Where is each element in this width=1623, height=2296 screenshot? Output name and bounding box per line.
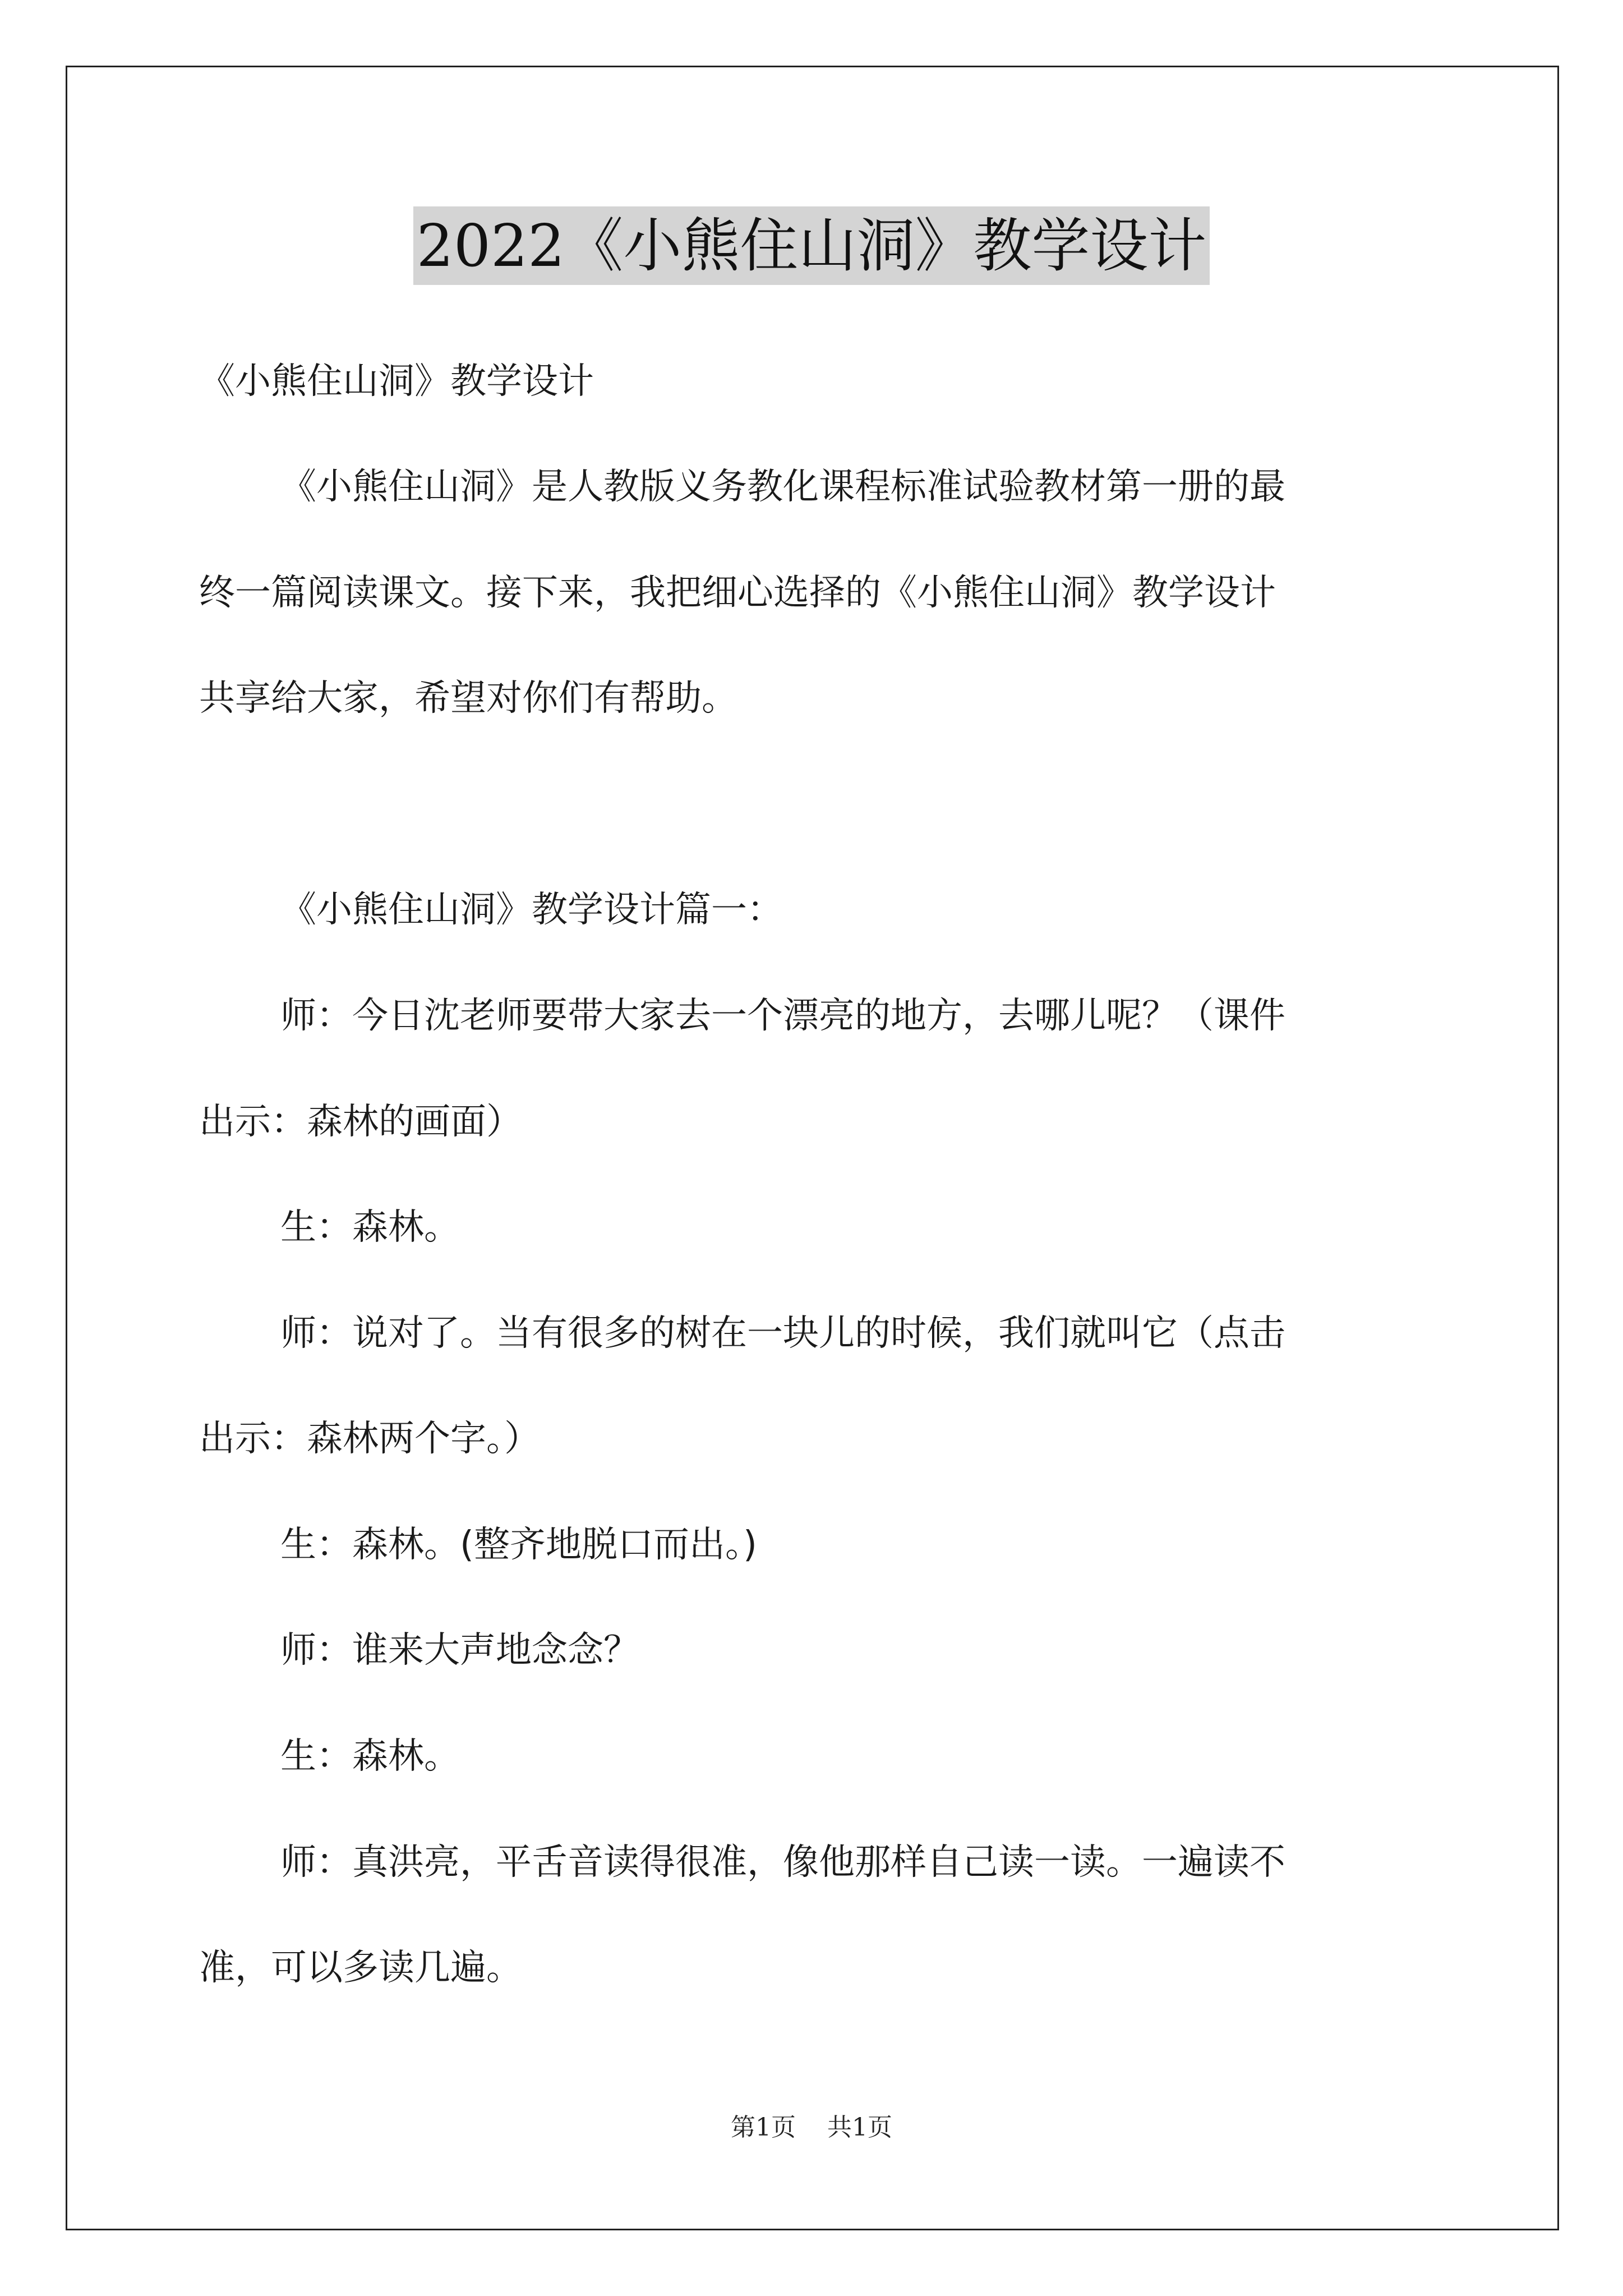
page-number: 第1页	[731, 2113, 796, 2142]
document-subtitle: 《小熊住山洞》教学设计	[199, 361, 594, 402]
dialogue-line-3: 生：森林。	[280, 1207, 460, 1248]
title-container	[0, 206, 1623, 285]
dialogue-line-9: 师：真洪亮，平舌音读得很准，像他那样自己读一读。一遍读不	[280, 1842, 1285, 1883]
section-heading: 《小熊住山洞》教学设计篇一：	[280, 889, 783, 931]
dialogue-line-1: 师：今日沈老师要带大家去一个漂亮的地方，去哪儿呢？（课件	[280, 995, 1285, 1037]
dialogue-line-10: 准，可以多读几遍。	[199, 1947, 522, 1989]
dialogue-line-4: 师：说对了。当有很多的树在一块儿的时候，我们就叫它（点击	[280, 1313, 1285, 1354]
dialogue-line-5: 出示：森林两个字。）	[199, 1418, 540, 1460]
dialogue-line-2: 出示：森林的画面）	[199, 1101, 522, 1143]
intro-line-1: 《小熊住山洞》是人教版义务教化课程标准试验教材第一册的最	[280, 466, 1285, 508]
dialogue-line-7: 师：谁来大声地念念？	[280, 1630, 639, 1671]
document-title: 2022《小熊住山洞》教学设计	[413, 206, 1210, 285]
page-total: 共1页	[827, 2113, 892, 2142]
intro-line-2: 终一篇阅读课文。接下来，我把细心选择的《小熊住山洞》教学设计	[199, 572, 1276, 614]
intro-line-3: 共享给大家，希望对你们有帮助。	[199, 678, 737, 719]
page-footer	[0, 2112, 1623, 2143]
dialogue-line-6: 生：森林。(整齐地脱口而出。)	[280, 1524, 757, 1566]
dialogue-line-8: 生：森林。	[280, 1736, 460, 1777]
